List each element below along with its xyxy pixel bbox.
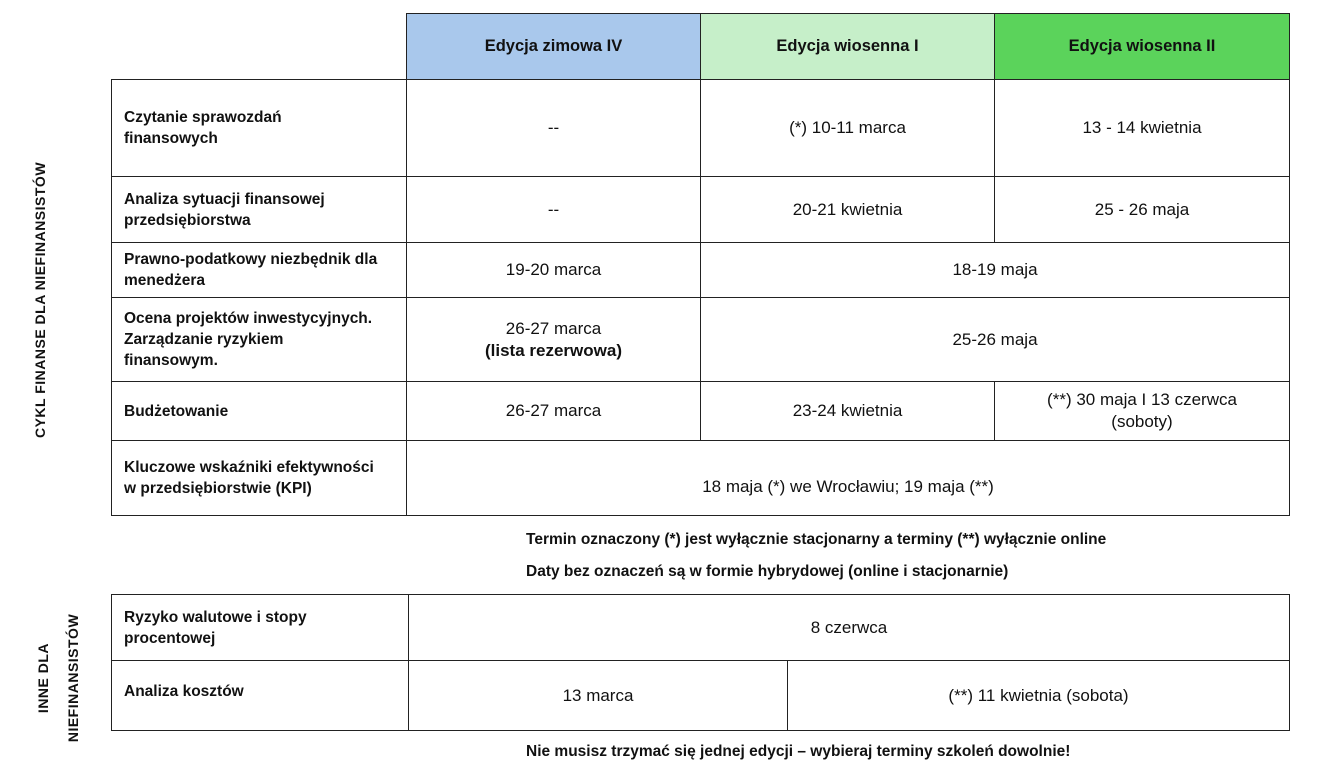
cell-winter-iv-line2: (lista rezerwowa) xyxy=(485,340,622,360)
table-row xyxy=(112,177,1290,243)
footer-note: Nie musisz trzymać się jednej edycji – wybieraj terminy szkoleń dowolnie! xyxy=(526,743,1071,760)
cell-spring-i: 20-21 kwietnia xyxy=(701,177,995,243)
row-label: Ryzyko walutowe i stopy procentowej xyxy=(112,595,409,661)
cell-winter-iv: 26-27 marca xyxy=(407,382,701,441)
row-label: Ocena projektów inwestycyjnych. Zarządzanie ryzykiem finansowym. xyxy=(112,298,407,382)
cell-winter-iv: -- xyxy=(407,80,701,177)
cell-spring-ii: 25 - 26 maja xyxy=(995,177,1290,243)
table-row xyxy=(112,595,1290,661)
row-label: Analiza kosztów xyxy=(112,661,409,731)
cell-left: 13 marca xyxy=(409,661,788,731)
cell-winter-iv-line1: 26-27 marca xyxy=(505,318,602,338)
side-label-other xyxy=(28,588,88,768)
header-corner xyxy=(112,14,407,80)
cell-winter-iv: 19-20 marca xyxy=(407,243,701,298)
main-schedule-table xyxy=(111,13,1290,516)
header-spring-ii: Edycja wiosenna II xyxy=(995,14,1290,80)
header-winter-iv: Edycja zimowa IV xyxy=(407,14,701,80)
note-legend-line1: Termin oznaczony (*) jest wyłącznie stacjonarny a terminy (**) wyłącznie online xyxy=(526,531,1107,548)
row-label: Czytanie sprawozdań finansowych xyxy=(112,80,407,177)
cell-spring-i: 23-24 kwietnia xyxy=(701,382,995,441)
cell-spring-ii-line2: (soboty) xyxy=(1111,412,1173,431)
table-row xyxy=(112,80,1290,177)
cell-spring-merged: 25-26 maja xyxy=(701,298,1290,382)
table-row xyxy=(112,382,1290,441)
cell-spring-ii xyxy=(995,382,1290,441)
cell-all-merged: 18 maja (*) we Wrocławiu; 19 maja (**) xyxy=(407,441,1290,516)
side-label-main-cycle: CYKL FINANSE DLA NIEFINANSISTÓW xyxy=(32,161,48,439)
row-label: Prawno-podatkowy niezbędnik dla menedżera xyxy=(112,243,407,298)
table-row xyxy=(112,441,1290,516)
side-label-other-line1: INNE DLA xyxy=(35,642,51,714)
table-row xyxy=(112,243,1290,298)
cell-spring-merged: 18-19 maja xyxy=(701,243,1290,298)
row-label: Analiza sytuacji finansowej przedsiębiorstwa xyxy=(112,177,407,243)
cell-right: (**) 11 kwietnia (sobota) xyxy=(788,661,1290,731)
cell-spring-i: (*) 10-11 marca xyxy=(701,80,995,177)
side-label-other-line2: NIEFINANSISTÓW xyxy=(65,613,81,743)
cell-winter-iv: -- xyxy=(407,177,701,243)
other-courses-table xyxy=(111,594,1290,731)
cell-spring-ii: 13 - 14 kwietnia xyxy=(995,80,1290,177)
note-legend-line2: Daty bez oznaczeń są w formie hybrydowej (online i stacjonarnie) xyxy=(526,563,1009,580)
cell-all-merged: 8 czerwca xyxy=(409,595,1290,661)
table-row xyxy=(112,661,1290,731)
header-spring-i: Edycja wiosenna I xyxy=(701,14,995,80)
table-row xyxy=(112,298,1290,382)
cell-spring-ii-line1: (**) 30 maja I 13 czerwca xyxy=(1047,390,1237,409)
header-row xyxy=(112,14,1290,80)
row-label: Budżetowanie xyxy=(112,382,407,441)
row-label: Kluczowe wskaźniki efektywności w przedsiębiorstwie (KPI) xyxy=(112,441,407,516)
cell-winter-iv xyxy=(407,298,701,382)
